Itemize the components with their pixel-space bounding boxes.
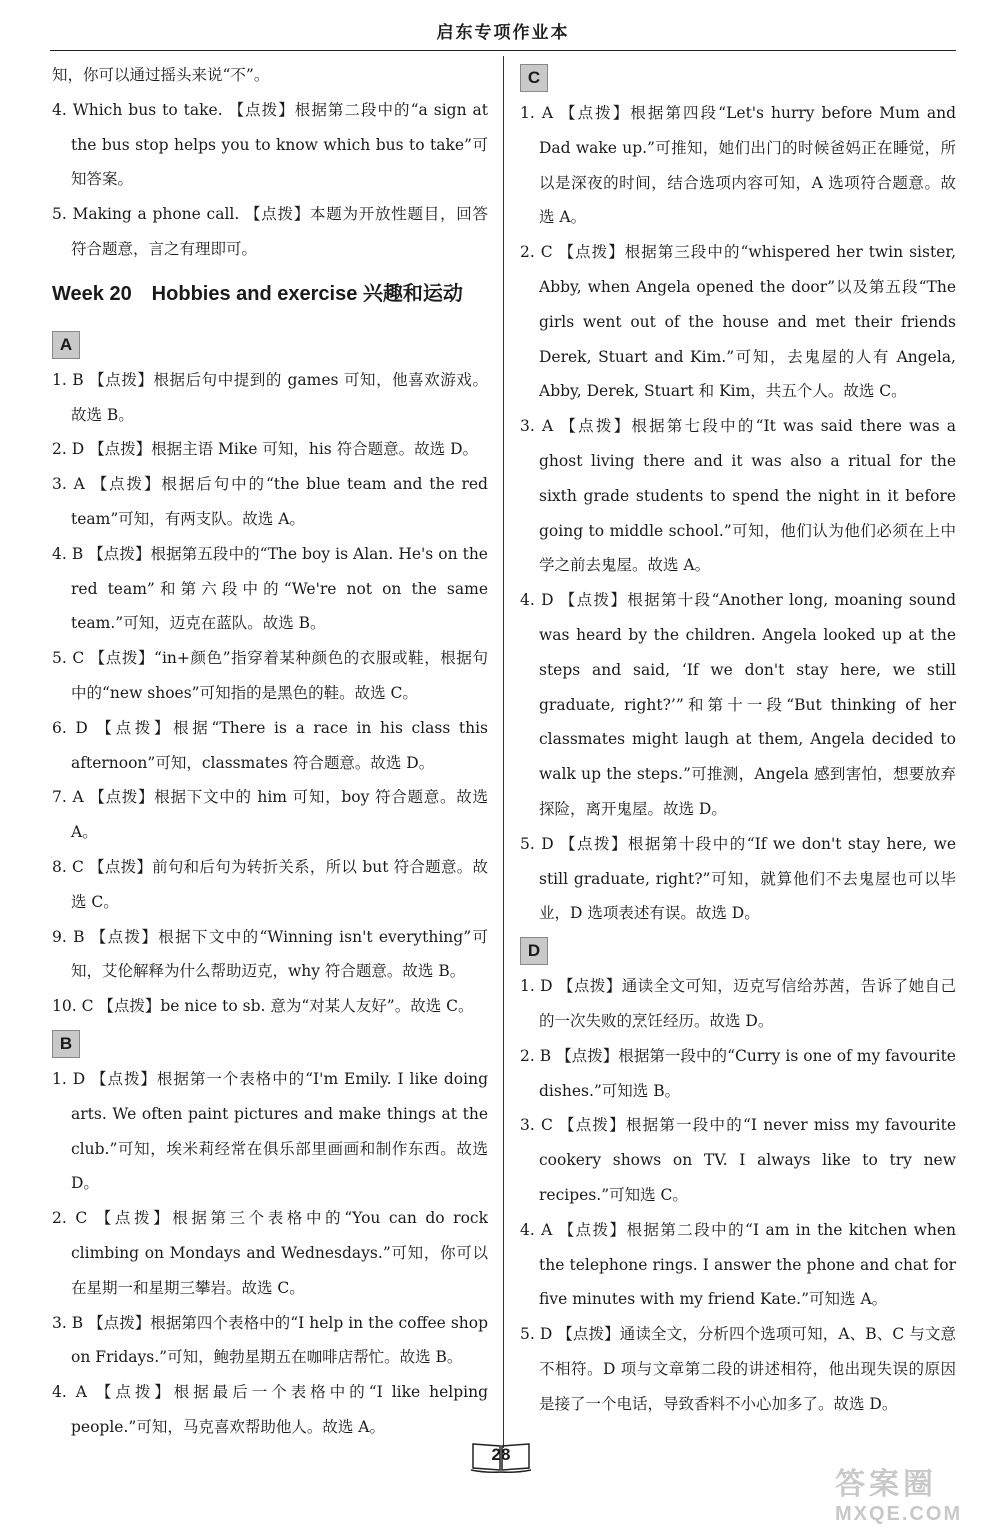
item-number: 2. [52,440,67,459]
answer-item [52,850,488,920]
item-number: 4. [52,100,67,119]
item-number: 8. [52,857,67,876]
item-number: 4. [520,591,535,610]
answer-item [52,432,488,467]
item-number: 4. [52,544,67,563]
answer-item [520,96,956,235]
item-text: A 【点拨】根据下文中的 him 可知，boy 符合题意。故选 A。 [71,788,488,842]
item-text: C 【点拨】前句和后句为转折关系，所以 but 符合题意。故选 C。 [71,857,488,911]
header-title: 启东专项作业本 [436,23,570,43]
answer-item [520,1108,956,1212]
week-title: Week 20 Hobbies and exercise 兴趣和运动 [52,282,463,305]
answer-item [520,1039,956,1109]
item-number: 2. [520,1046,535,1065]
item-text: B 【点拨】根据第五段中的“The boy is Alan. He's on the red team”和第六段中的“We're not on the same team.”可知，迈克在蓝队。故选 B。 [71,544,488,633]
item-number: 4. [52,1383,67,1402]
answer-item [52,1201,488,1305]
item-number: 4. [520,1220,535,1239]
answer-item [520,1317,956,1421]
item-text: Making a phone call. 【点拨】本题为开放性题目，回答符合题意，言之有理即可。 [71,205,488,258]
item-text: D 【点拨】通读全文，分析四个选项可知，A、B、C 与文意不相符。D 项与文章第二段的讲述相符，他出现失误的原因是接了一个电话，导致香料不小心加多了。故选 D。 [539,1325,956,1413]
watermark-url: MXQE.COM [835,1503,963,1525]
item-number: 3. [52,1313,67,1332]
section-a [52,325,488,1024]
section-label-badge: D [520,937,548,965]
item-text: B 【点拨】根据后句中提到的 games 可知，他喜欢游戏。故选 B。 [71,370,488,424]
item-text: A 【点拨】根据后句中的“the blue team and the red team”可知，有两支队。故选 A。 [71,475,488,528]
section-label-badge: A [52,331,80,359]
item-number: 5. [520,1325,535,1344]
item-number: 3. [520,1116,535,1135]
item-text: A 【点拨】根据第七段中的“It was said there was a ghost living there and it was also a ritual for the sixth grade students to spend the night in it before going to middle school.”可知，他们认为他们必须在上中学之前去鬼屋。故选 A。 [539,417,956,575]
item-text: Which bus to take. 【点拨】根据第二段中的“a sign at the bus stop helps you to know which bus to take”可知答案。 [71,100,488,189]
answer-item [520,409,956,583]
item-number: 10. [52,997,77,1016]
item-number: 1. [52,370,67,389]
item-number: 5. [520,834,535,853]
item-number: 2. [520,243,535,262]
answer-item [520,235,956,409]
item-number: 2. [52,1209,67,1228]
item-number: 6. [52,718,67,737]
answer-item [52,711,488,781]
column-divider [503,56,504,1448]
answer-item [52,780,488,850]
item-text: D 【点拨】根据第十段中的“If we don't stay here, we still graduate, right?”可知，就算他们不去鬼屋也可以毕业，D 选项表述有误。故选 D。 [539,834,956,923]
item-text: C 【点拨】根据第三个表格中的“You can do rock climbing on Mondays and Wednesdays.”可知，你可以在星期一和星期三攀岩。故选 C。 [71,1209,488,1297]
answer-item [520,969,956,1039]
answer-item [52,641,488,711]
answer-item [52,1306,488,1376]
answer-item [520,583,956,827]
page-header [50,18,956,51]
section-d [520,931,956,1421]
item-number: 1. [52,1069,67,1088]
site-watermark [835,1468,995,1530]
answer-item [52,537,488,641]
item-text: D 【点拨】根据主语 Mike 可知，his 符合题意。故选 D。 [71,440,479,459]
page-number: 28 [491,1445,511,1464]
item-number: 7. [52,788,67,807]
page-footer [470,1440,532,1474]
carry-over-text: 知，你可以通过摇头来说“不”。 [52,66,270,84]
section-label-badge: C [520,64,548,92]
item-number: 3. [520,417,535,436]
item-text: B 【点拨】根据第四个表格中的“I help in the coffee shop on Fridays.”可知，鲍勃星期五在咖啡店帮忙。故选 B。 [71,1313,488,1367]
item-text: A 【点拨】根据最后一个表格中的“I like helping people.”可知，马克喜欢帮助他人。故选 A。 [71,1383,488,1436]
answer-item [52,1375,488,1438]
item-text: C 【点拨】根据第一段中的“I never miss my favourite cookery shows on TV. I always like to try new recipes.”可知选 C。 [539,1116,956,1204]
item-number: 1. [520,977,535,996]
item-number: 5. [52,205,67,224]
item-text: D 【点拨】根据第十段“Another long, moaning sound was heard by the children. Angela looked up at the steps and said, ‘If we don't stay here, we still graduate, right?’”和第十一段“But thinking of her classmates might laugh at them, Angela decided to walk up the steps.”可推测，Angela 感到害怕，想要放弃探险，离开鬼屋。故选 D。 [539,591,956,818]
item-number: 1. [520,104,535,122]
item-text: D 【点拨】根据第一个表格中的“I'm Emily. I like doing arts. We often paint pictures and make things at the club.”可知，埃米莉经常在俱乐部里画画和制作东西。故选 D。 [71,1069,488,1193]
answer-item [52,363,488,433]
section-label-badge: B [52,1030,80,1058]
answer-item [52,989,488,1024]
item-text: C 【点拨】根据第三段中的“whispered her twin sister, Abby, when Angela opened the door”以及第五段“The girls went out of the house and met their friends Derek, Stuart and Kim.”可知，去鬼屋的人有 Angela, Abby, Derek, Stuart 和 Kim，共五个人。故选 C。 [539,243,956,401]
answer-item [52,920,488,990]
answer-item [52,467,488,537]
item-text: A 【点拨】根据第四段“Let's hurry before Mum and Dad wake up.”可推知，她们出门的时候爸妈正在睡觉，所以是深夜的时间，结合选项内容可知，A 选项符合题意。故选 A。 [539,104,956,227]
item-text: B 【点拨】根据下文中的“Winning isn't everything”可知，艾伦解释为什么帮助迈克，why 符合题意。故选 B。 [71,927,488,981]
answer-item [520,827,956,931]
answer-item [52,93,488,197]
watermark-logo-text: 答案圈 [835,1468,937,1501]
item-text: D 【点拨】通读全文可知，迈克写信给苏茜，告诉了她自己的一次失败的烹饪经历。故选 D。 [539,977,956,1030]
item-number: 5. [52,649,67,668]
item-text: D 【点拨】根据“There is a race in his class this afternoon”可知，classmates 符合题意。故选 D。 [71,718,488,772]
item-text: B 【点拨】根据第一段中的“Curry is one of my favourite dishes.”可知选 B。 [539,1046,956,1100]
section-b [52,1024,488,1438]
item-text: C 【点拨】“in+颜色”指穿着某种颜色的衣服或鞋，根据句中的“new shoes”可知指的是黑色的鞋。故选 C。 [71,649,488,702]
answer-item [52,1062,488,1201]
item-number: 9. [52,927,67,946]
answer-item [520,1213,956,1317]
item-text: C 【点拨】be nice to sb. 意为“对某人友好”。故选 C。 [81,997,474,1016]
section-c [520,58,956,931]
right-column [520,58,956,1438]
item-number: 3. [52,475,67,494]
left-column [52,58,488,1438]
item-text: A 【点拨】根据第二段中的“I am in the kitchen when the telephone rings. I answer the phone and chat for five minutes with my friend Kate.”可知选 A。 [539,1220,956,1309]
answer-item [52,197,488,267]
